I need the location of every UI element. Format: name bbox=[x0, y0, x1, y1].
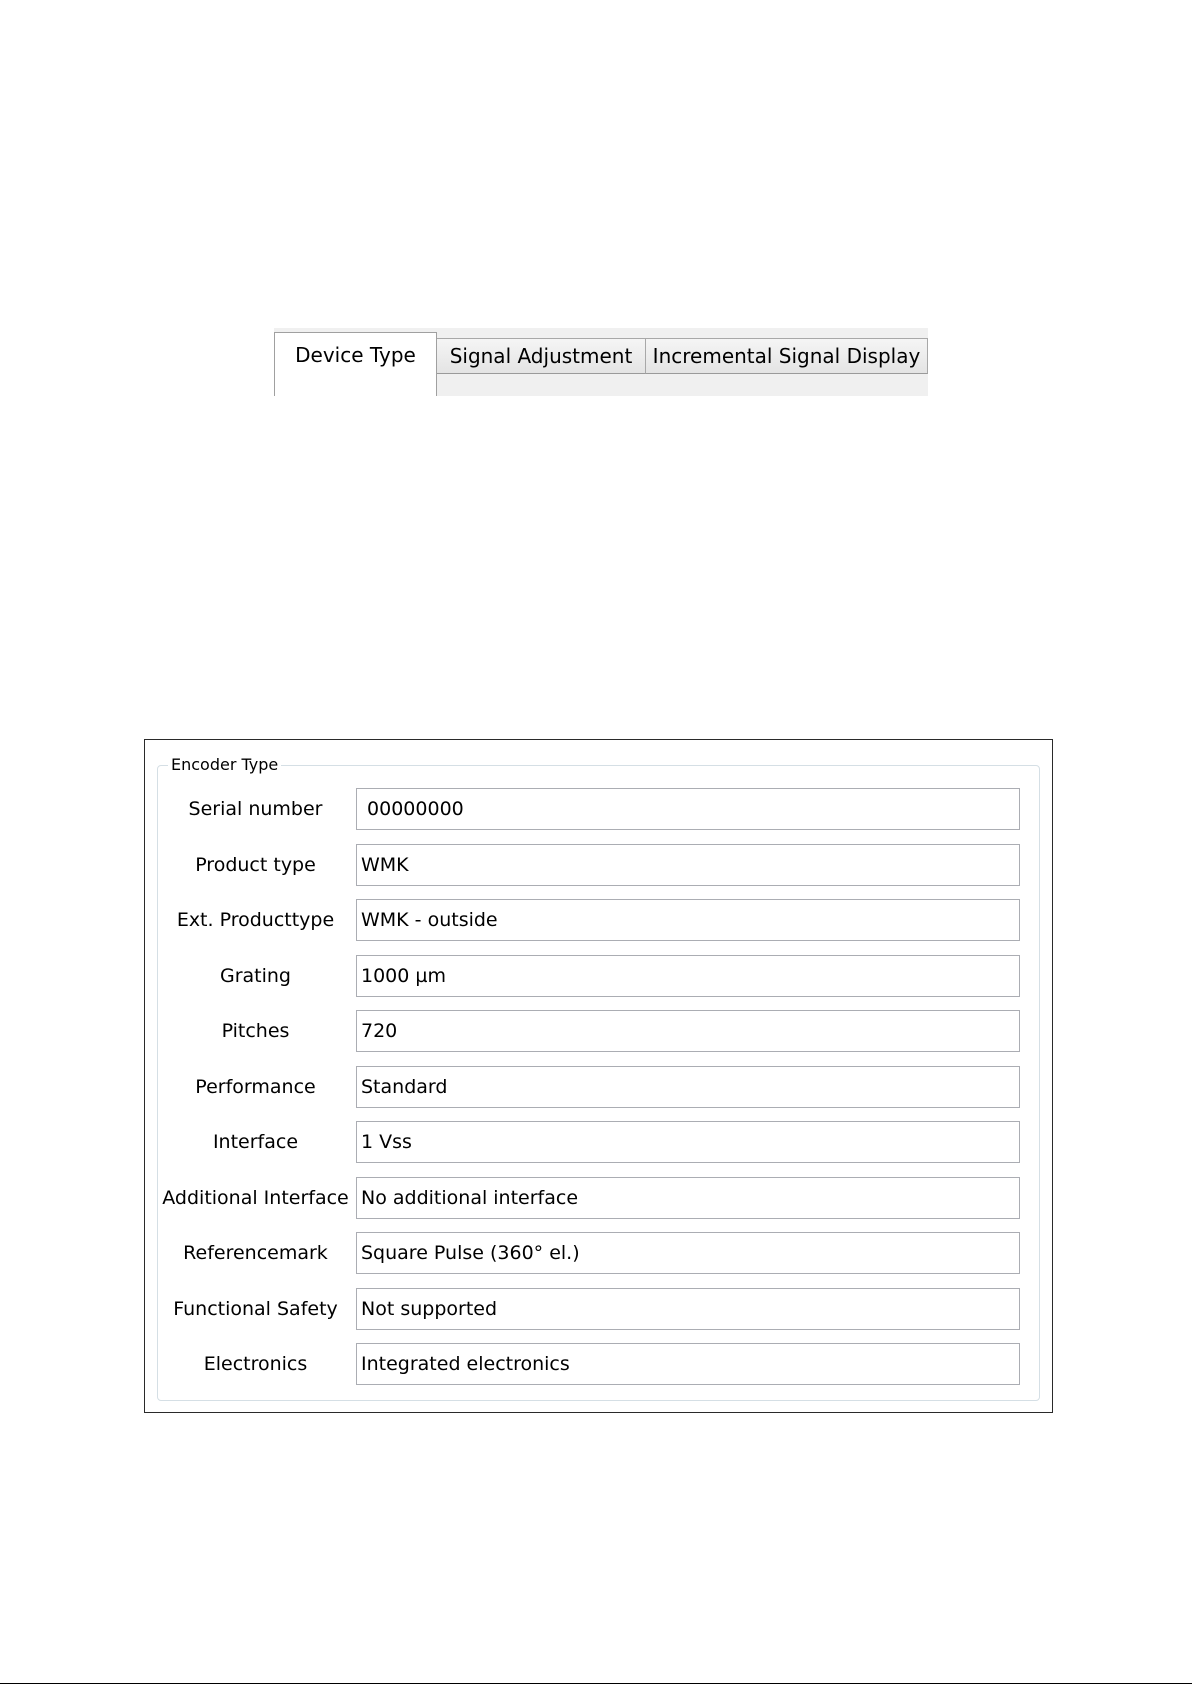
interface-label: Interface bbox=[212, 1131, 299, 1153]
product-type-field[interactable]: WMK bbox=[356, 844, 1020, 886]
grating-label: Grating bbox=[219, 964, 291, 987]
functional-safety-field[interactable]: Not supported bbox=[356, 1288, 1020, 1330]
tab-label: Device Type bbox=[295, 342, 416, 367]
page-bottom-rule bbox=[0, 1683, 1192, 1684]
row-serial-number bbox=[158, 788, 1039, 844]
electronics-label: Electronics bbox=[203, 1353, 308, 1375]
serial-number-field[interactable]: 00000000 bbox=[356, 788, 1020, 830]
row-functional-safety bbox=[158, 1288, 1039, 1344]
ext-producttype-field[interactable]: WMK - outside bbox=[356, 899, 1020, 941]
performance-field[interactable]: Standard bbox=[356, 1066, 1020, 1108]
encoder-type-groupbox bbox=[157, 755, 1040, 1401]
pitches-field[interactable]: 720 bbox=[356, 1010, 1020, 1052]
referencemark-field[interactable]: Square Pulse (360° el.) bbox=[356, 1232, 1020, 1274]
functional-safety-label: Functional Safety bbox=[173, 1297, 338, 1320]
referencemark-label: Referencemark bbox=[183, 1242, 328, 1264]
row-grating bbox=[158, 955, 1039, 1011]
additional-interface-label: Additional Interface bbox=[162, 1186, 349, 1209]
tab-signal-adjustment[interactable] bbox=[436, 338, 646, 374]
serial-number-label: Serial number bbox=[188, 798, 323, 820]
row-performance bbox=[158, 1066, 1039, 1122]
tab-strip bbox=[274, 328, 928, 396]
tab-device-type[interactable] bbox=[274, 332, 437, 396]
product-type-label: Product type bbox=[195, 853, 316, 876]
row-ext-producttype bbox=[158, 899, 1039, 955]
row-product-type bbox=[158, 844, 1039, 900]
group-title: Encoder Type bbox=[168, 755, 281, 775]
row-interface bbox=[158, 1121, 1039, 1177]
row-electronics bbox=[158, 1343, 1039, 1399]
row-pitches bbox=[158, 1010, 1039, 1066]
row-referencemark bbox=[158, 1232, 1039, 1288]
pitches-label: Pitches bbox=[221, 1020, 290, 1042]
performance-label: Performance bbox=[195, 1075, 316, 1098]
interface-field[interactable]: 1 Vss bbox=[356, 1121, 1020, 1163]
row-additional-interface bbox=[158, 1177, 1039, 1233]
electronics-field[interactable]: Integrated electronics bbox=[356, 1343, 1020, 1385]
tab-incremental-signal-display[interactable] bbox=[645, 338, 928, 374]
tab-label: Signal Adjustment bbox=[449, 344, 633, 368]
field-list bbox=[158, 788, 1039, 1399]
ext-producttype-label: Ext. Producttype bbox=[176, 909, 335, 931]
encoder-type-panel bbox=[144, 739, 1053, 1413]
grating-field[interactable]: 1000 µm bbox=[356, 955, 1020, 997]
tab-label: Incremental Signal Display bbox=[652, 344, 921, 368]
additional-interface-field[interactable]: No additional interface bbox=[356, 1177, 1020, 1219]
